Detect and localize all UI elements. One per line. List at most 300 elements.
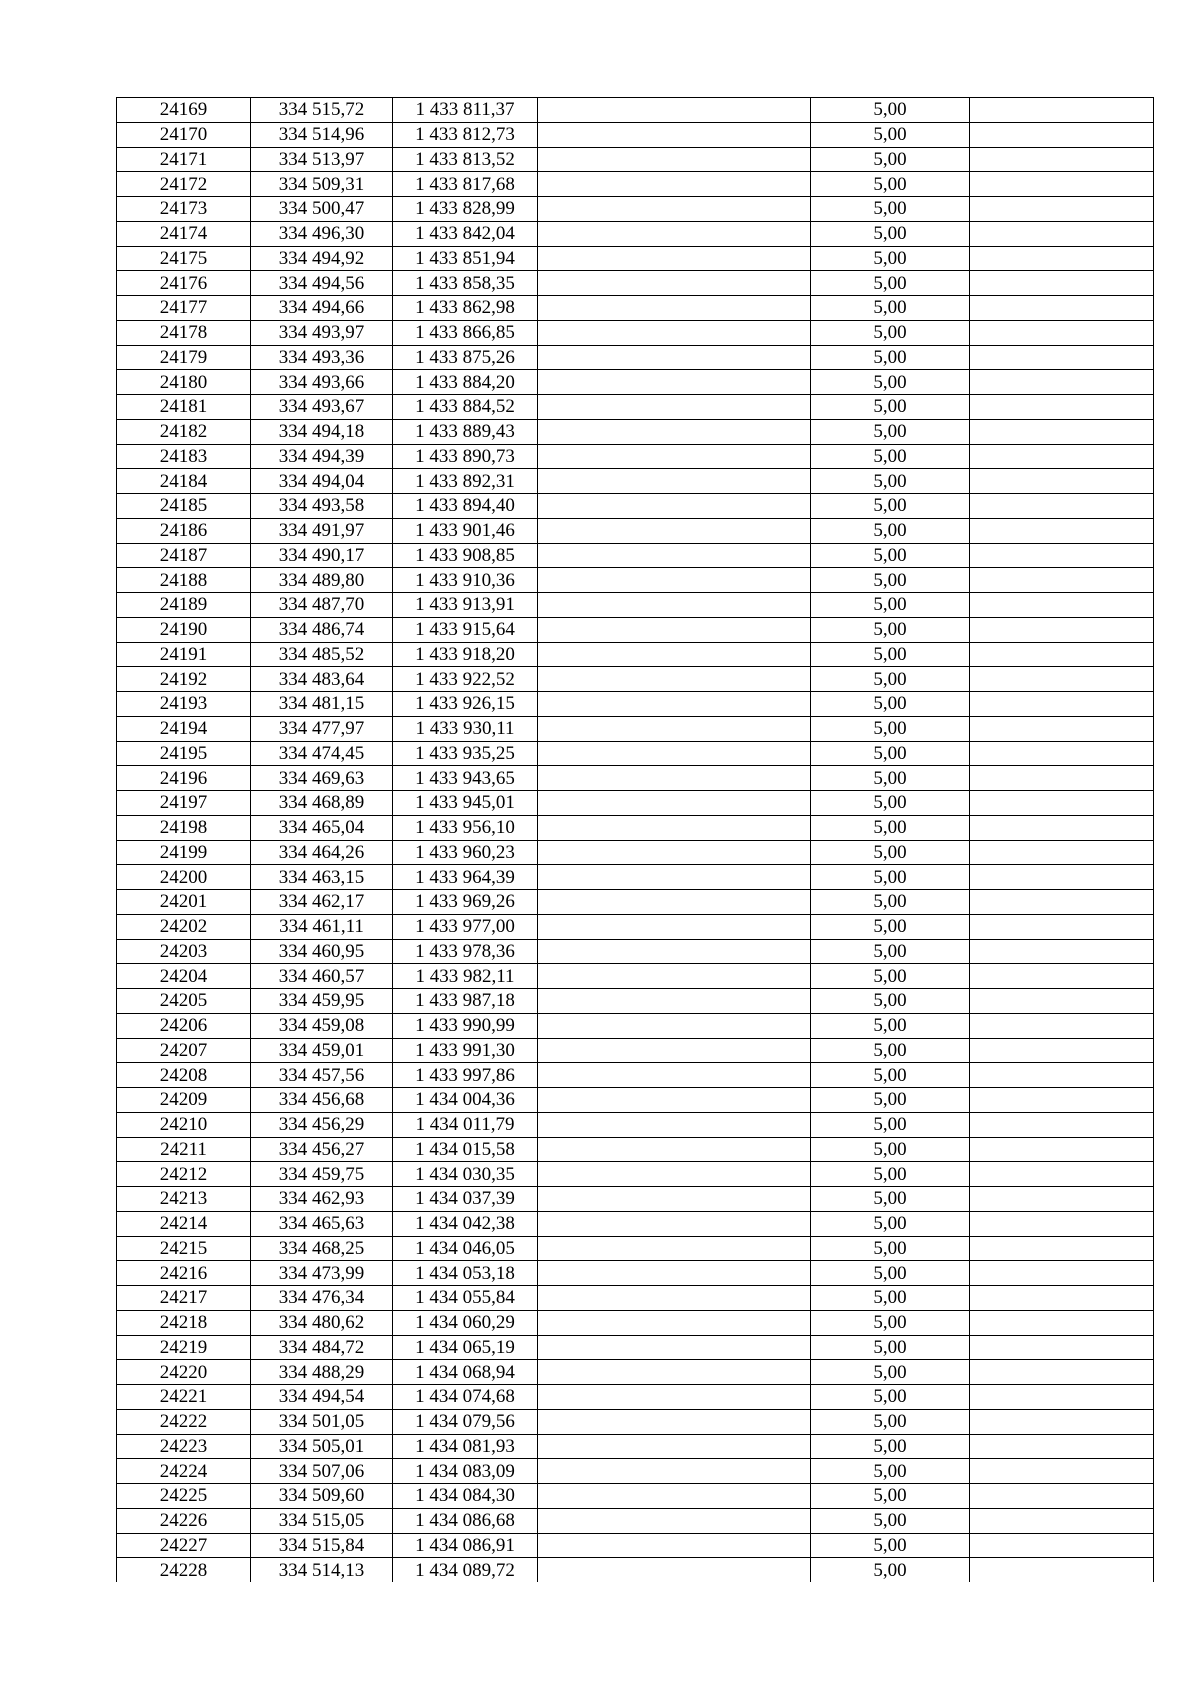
y-coordinate-cell: 1 433 890,73 bbox=[393, 444, 538, 469]
point-number-cell: 24172 bbox=[117, 172, 251, 197]
table-row bbox=[117, 741, 1154, 766]
point-number-cell: 24214 bbox=[117, 1211, 251, 1236]
x-coordinate-cell: 334 514,96 bbox=[251, 122, 393, 147]
table-row bbox=[117, 1409, 1154, 1434]
x-coordinate-cell: 334 457,56 bbox=[251, 1063, 393, 1088]
y-coordinate-cell: 1 434 053,18 bbox=[393, 1261, 538, 1286]
empty-cell bbox=[538, 642, 811, 667]
empty-cell bbox=[970, 939, 1154, 964]
empty-cell bbox=[538, 1335, 811, 1360]
value-cell: 5,00 bbox=[811, 1112, 970, 1137]
point-number-cell: 24228 bbox=[117, 1558, 251, 1582]
value-cell: 5,00 bbox=[811, 1038, 970, 1063]
empty-cell bbox=[538, 1310, 811, 1335]
point-number-cell: 24183 bbox=[117, 444, 251, 469]
point-number-cell: 24191 bbox=[117, 642, 251, 667]
x-coordinate-cell: 334 462,17 bbox=[251, 890, 393, 915]
empty-cell bbox=[538, 172, 811, 197]
point-number-cell: 24186 bbox=[117, 518, 251, 543]
point-number-cell: 24170 bbox=[117, 122, 251, 147]
empty-cell bbox=[970, 419, 1154, 444]
table-row bbox=[117, 1310, 1154, 1335]
empty-cell bbox=[970, 1013, 1154, 1038]
value-cell: 5,00 bbox=[811, 1558, 970, 1582]
empty-cell bbox=[970, 1112, 1154, 1137]
empty-cell bbox=[538, 469, 811, 494]
empty-cell bbox=[970, 296, 1154, 321]
value-cell: 5,00 bbox=[811, 419, 970, 444]
empty-cell bbox=[538, 246, 811, 271]
empty-cell bbox=[538, 964, 811, 989]
y-coordinate-cell: 1 433 812,73 bbox=[393, 122, 538, 147]
y-coordinate-cell: 1 434 089,72 bbox=[393, 1558, 538, 1582]
empty-cell bbox=[970, 1409, 1154, 1434]
empty-cell bbox=[538, 989, 811, 1014]
value-cell: 5,00 bbox=[811, 741, 970, 766]
x-coordinate-cell: 334 493,67 bbox=[251, 395, 393, 420]
point-number-cell: 24203 bbox=[117, 939, 251, 964]
empty-cell bbox=[970, 1261, 1154, 1286]
y-coordinate-cell: 1 433 828,99 bbox=[393, 197, 538, 222]
y-coordinate-cell: 1 433 862,98 bbox=[393, 296, 538, 321]
value-cell: 5,00 bbox=[811, 221, 970, 246]
value-cell: 5,00 bbox=[811, 1434, 970, 1459]
empty-cell bbox=[970, 1187, 1154, 1212]
empty-cell bbox=[538, 815, 811, 840]
empty-cell bbox=[970, 370, 1154, 395]
point-number-cell: 24194 bbox=[117, 716, 251, 741]
empty-cell bbox=[538, 221, 811, 246]
table-row bbox=[117, 667, 1154, 692]
point-number-cell: 24201 bbox=[117, 890, 251, 915]
y-coordinate-cell: 1 434 042,38 bbox=[393, 1211, 538, 1236]
y-coordinate-cell: 1 433 956,10 bbox=[393, 815, 538, 840]
empty-cell bbox=[538, 1162, 811, 1187]
table-row bbox=[117, 989, 1154, 1014]
y-coordinate-cell: 1 433 811,37 bbox=[393, 98, 538, 123]
table-row bbox=[117, 593, 1154, 618]
empty-cell bbox=[538, 617, 811, 642]
empty-cell bbox=[970, 1533, 1154, 1558]
empty-cell bbox=[538, 865, 811, 890]
point-number-cell: 24220 bbox=[117, 1360, 251, 1385]
empty-cell bbox=[970, 716, 1154, 741]
empty-cell bbox=[970, 1459, 1154, 1484]
empty-cell bbox=[970, 766, 1154, 791]
empty-cell bbox=[970, 246, 1154, 271]
empty-cell bbox=[970, 840, 1154, 865]
y-coordinate-cell: 1 433 858,35 bbox=[393, 271, 538, 296]
y-coordinate-cell: 1 433 945,01 bbox=[393, 791, 538, 816]
empty-cell bbox=[538, 345, 811, 370]
x-coordinate-cell: 334 494,66 bbox=[251, 296, 393, 321]
empty-cell bbox=[538, 692, 811, 717]
empty-cell bbox=[970, 1558, 1154, 1582]
empty-cell bbox=[538, 122, 811, 147]
value-cell: 5,00 bbox=[811, 989, 970, 1014]
y-coordinate-cell: 1 434 060,29 bbox=[393, 1310, 538, 1335]
point-number-cell: 24226 bbox=[117, 1508, 251, 1533]
value-cell: 5,00 bbox=[811, 172, 970, 197]
value-cell: 5,00 bbox=[811, 296, 970, 321]
table-row bbox=[117, 246, 1154, 271]
y-coordinate-cell: 1 433 930,11 bbox=[393, 716, 538, 741]
value-cell: 5,00 bbox=[811, 1409, 970, 1434]
empty-cell bbox=[970, 469, 1154, 494]
point-number-cell: 24224 bbox=[117, 1459, 251, 1484]
empty-cell bbox=[538, 1112, 811, 1137]
x-coordinate-cell: 334 465,04 bbox=[251, 815, 393, 840]
y-coordinate-cell: 1 433 842,04 bbox=[393, 221, 538, 246]
x-coordinate-cell: 334 480,62 bbox=[251, 1310, 393, 1335]
table-row bbox=[117, 1088, 1154, 1113]
x-coordinate-cell: 334 456,29 bbox=[251, 1112, 393, 1137]
x-coordinate-cell: 334 459,95 bbox=[251, 989, 393, 1014]
point-number-cell: 24225 bbox=[117, 1484, 251, 1509]
empty-cell bbox=[970, 964, 1154, 989]
x-coordinate-cell: 334 493,58 bbox=[251, 494, 393, 519]
empty-cell bbox=[538, 320, 811, 345]
table-row bbox=[117, 939, 1154, 964]
y-coordinate-cell: 1 433 892,31 bbox=[393, 469, 538, 494]
y-coordinate-cell: 1 433 889,43 bbox=[393, 419, 538, 444]
table-row bbox=[117, 1063, 1154, 1088]
empty-cell bbox=[970, 890, 1154, 915]
point-number-cell: 24206 bbox=[117, 1013, 251, 1038]
x-coordinate-cell: 334 483,64 bbox=[251, 667, 393, 692]
empty-cell bbox=[970, 98, 1154, 123]
y-coordinate-cell: 1 434 083,09 bbox=[393, 1459, 538, 1484]
empty-cell bbox=[538, 1038, 811, 1063]
table-row bbox=[117, 271, 1154, 296]
value-cell: 5,00 bbox=[811, 1236, 970, 1261]
point-number-cell: 24184 bbox=[117, 469, 251, 494]
point-number-cell: 24200 bbox=[117, 865, 251, 890]
empty-cell bbox=[538, 197, 811, 222]
empty-cell bbox=[970, 1063, 1154, 1088]
point-number-cell: 24176 bbox=[117, 271, 251, 296]
empty-cell bbox=[970, 815, 1154, 840]
point-number-cell: 24187 bbox=[117, 543, 251, 568]
x-coordinate-cell: 334 513,97 bbox=[251, 147, 393, 172]
value-cell: 5,00 bbox=[811, 964, 970, 989]
empty-cell bbox=[970, 271, 1154, 296]
point-number-cell: 24212 bbox=[117, 1162, 251, 1187]
empty-cell bbox=[970, 1508, 1154, 1533]
value-cell: 5,00 bbox=[811, 98, 970, 123]
point-number-cell: 24178 bbox=[117, 320, 251, 345]
x-coordinate-cell: 334 456,27 bbox=[251, 1137, 393, 1162]
point-number-cell: 24190 bbox=[117, 617, 251, 642]
empty-cell bbox=[538, 1533, 811, 1558]
value-cell: 5,00 bbox=[811, 444, 970, 469]
empty-cell bbox=[538, 543, 811, 568]
value-cell: 5,00 bbox=[811, 1187, 970, 1212]
empty-cell bbox=[970, 914, 1154, 939]
point-number-cell: 24180 bbox=[117, 370, 251, 395]
value-cell: 5,00 bbox=[811, 692, 970, 717]
value-cell: 5,00 bbox=[811, 1360, 970, 1385]
empty-cell bbox=[970, 568, 1154, 593]
y-coordinate-cell: 1 434 055,84 bbox=[393, 1286, 538, 1311]
empty-cell bbox=[538, 1088, 811, 1113]
table-row bbox=[117, 1459, 1154, 1484]
table-row bbox=[117, 692, 1154, 717]
point-number-cell: 24205 bbox=[117, 989, 251, 1014]
x-coordinate-cell: 334 491,97 bbox=[251, 518, 393, 543]
y-coordinate-cell: 1 433 884,20 bbox=[393, 370, 538, 395]
point-number-cell: 24188 bbox=[117, 568, 251, 593]
empty-cell bbox=[538, 593, 811, 618]
y-coordinate-cell: 1 433 982,11 bbox=[393, 964, 538, 989]
table-row bbox=[117, 617, 1154, 642]
point-number-cell: 24209 bbox=[117, 1088, 251, 1113]
table-row bbox=[117, 865, 1154, 890]
y-coordinate-cell: 1 433 997,86 bbox=[393, 1063, 538, 1088]
empty-cell bbox=[970, 791, 1154, 816]
table-row bbox=[117, 815, 1154, 840]
x-coordinate-cell: 334 514,13 bbox=[251, 1558, 393, 1582]
empty-cell bbox=[538, 1434, 811, 1459]
x-coordinate-cell: 334 515,72 bbox=[251, 98, 393, 123]
x-coordinate-cell: 334 459,75 bbox=[251, 1162, 393, 1187]
value-cell: 5,00 bbox=[811, 1211, 970, 1236]
empty-cell bbox=[970, 741, 1154, 766]
point-number-cell: 24173 bbox=[117, 197, 251, 222]
value-cell: 5,00 bbox=[811, 914, 970, 939]
y-coordinate-cell: 1 434 068,94 bbox=[393, 1360, 538, 1385]
point-number-cell: 24218 bbox=[117, 1310, 251, 1335]
table-row bbox=[117, 1558, 1154, 1582]
empty-cell bbox=[970, 1211, 1154, 1236]
table-row bbox=[117, 1162, 1154, 1187]
y-coordinate-cell: 1 434 086,91 bbox=[393, 1533, 538, 1558]
value-cell: 5,00 bbox=[811, 642, 970, 667]
value-cell: 5,00 bbox=[811, 1286, 970, 1311]
empty-cell bbox=[538, 1063, 811, 1088]
empty-cell bbox=[538, 1286, 811, 1311]
empty-cell bbox=[538, 741, 811, 766]
y-coordinate-cell: 1 433 866,85 bbox=[393, 320, 538, 345]
value-cell: 5,00 bbox=[811, 840, 970, 865]
y-coordinate-cell: 1 433 926,15 bbox=[393, 692, 538, 717]
empty-cell bbox=[970, 543, 1154, 568]
table-row bbox=[117, 890, 1154, 915]
empty-cell bbox=[538, 395, 811, 420]
empty-cell bbox=[538, 1137, 811, 1162]
point-number-cell: 24192 bbox=[117, 667, 251, 692]
coordinates-table-body bbox=[117, 98, 1154, 1583]
x-coordinate-cell: 334 456,68 bbox=[251, 1088, 393, 1113]
value-cell: 5,00 bbox=[811, 791, 970, 816]
table-row bbox=[117, 1038, 1154, 1063]
value-cell: 5,00 bbox=[811, 667, 970, 692]
x-coordinate-cell: 334 493,66 bbox=[251, 370, 393, 395]
empty-cell bbox=[538, 1360, 811, 1385]
y-coordinate-cell: 1 434 065,19 bbox=[393, 1335, 538, 1360]
value-cell: 5,00 bbox=[811, 395, 970, 420]
empty-cell bbox=[970, 1038, 1154, 1063]
x-coordinate-cell: 334 515,05 bbox=[251, 1508, 393, 1533]
x-coordinate-cell: 334 501,05 bbox=[251, 1409, 393, 1434]
empty-cell bbox=[970, 865, 1154, 890]
table-row bbox=[117, 1137, 1154, 1162]
x-coordinate-cell: 334 460,57 bbox=[251, 964, 393, 989]
value-cell: 5,00 bbox=[811, 271, 970, 296]
x-coordinate-cell: 334 462,93 bbox=[251, 1187, 393, 1212]
x-coordinate-cell: 334 509,60 bbox=[251, 1484, 393, 1509]
x-coordinate-cell: 334 507,06 bbox=[251, 1459, 393, 1484]
point-number-cell: 24199 bbox=[117, 840, 251, 865]
y-coordinate-cell: 1 433 908,85 bbox=[393, 543, 538, 568]
x-coordinate-cell: 334 481,15 bbox=[251, 692, 393, 717]
point-number-cell: 24177 bbox=[117, 296, 251, 321]
empty-cell bbox=[538, 568, 811, 593]
x-coordinate-cell: 334 476,34 bbox=[251, 1286, 393, 1311]
y-coordinate-cell: 1 433 851,94 bbox=[393, 246, 538, 271]
y-coordinate-cell: 1 434 015,58 bbox=[393, 1137, 538, 1162]
value-cell: 5,00 bbox=[811, 197, 970, 222]
point-number-cell: 24215 bbox=[117, 1236, 251, 1261]
empty-cell bbox=[970, 1162, 1154, 1187]
x-coordinate-cell: 334 473,99 bbox=[251, 1261, 393, 1286]
point-number-cell: 24189 bbox=[117, 593, 251, 618]
value-cell: 5,00 bbox=[811, 1310, 970, 1335]
y-coordinate-cell: 1 433 935,25 bbox=[393, 741, 538, 766]
table-row bbox=[117, 1434, 1154, 1459]
empty-cell bbox=[970, 1484, 1154, 1509]
coordinates-table bbox=[116, 97, 1154, 1582]
x-coordinate-cell: 334 493,97 bbox=[251, 320, 393, 345]
table-row bbox=[117, 1112, 1154, 1137]
y-coordinate-cell: 1 433 969,26 bbox=[393, 890, 538, 915]
table-row bbox=[117, 1013, 1154, 1038]
table-row bbox=[117, 1508, 1154, 1533]
y-coordinate-cell: 1 433 913,91 bbox=[393, 593, 538, 618]
value-cell: 5,00 bbox=[811, 716, 970, 741]
value-cell: 5,00 bbox=[811, 246, 970, 271]
x-coordinate-cell: 334 460,95 bbox=[251, 939, 393, 964]
empty-cell bbox=[538, 419, 811, 444]
point-number-cell: 24169 bbox=[117, 98, 251, 123]
value-cell: 5,00 bbox=[811, 345, 970, 370]
y-coordinate-cell: 1 433 960,23 bbox=[393, 840, 538, 865]
y-coordinate-cell: 1 433 922,52 bbox=[393, 667, 538, 692]
value-cell: 5,00 bbox=[811, 370, 970, 395]
table-row bbox=[117, 1236, 1154, 1261]
value-cell: 5,00 bbox=[811, 1533, 970, 1558]
point-number-cell: 24210 bbox=[117, 1112, 251, 1137]
value-cell: 5,00 bbox=[811, 1385, 970, 1410]
point-number-cell: 24202 bbox=[117, 914, 251, 939]
table-row bbox=[117, 914, 1154, 939]
value-cell: 5,00 bbox=[811, 147, 970, 172]
value-cell: 5,00 bbox=[811, 568, 970, 593]
point-number-cell: 24171 bbox=[117, 147, 251, 172]
empty-cell bbox=[970, 221, 1154, 246]
y-coordinate-cell: 1 434 004,36 bbox=[393, 1088, 538, 1113]
empty-cell bbox=[538, 890, 811, 915]
y-coordinate-cell: 1 433 987,18 bbox=[393, 989, 538, 1014]
table-row bbox=[117, 1211, 1154, 1236]
point-number-cell: 24217 bbox=[117, 1286, 251, 1311]
empty-cell bbox=[538, 444, 811, 469]
value-cell: 5,00 bbox=[811, 1137, 970, 1162]
table-row bbox=[117, 964, 1154, 989]
y-coordinate-cell: 1 433 817,68 bbox=[393, 172, 538, 197]
point-number-cell: 24216 bbox=[117, 1261, 251, 1286]
empty-cell bbox=[538, 271, 811, 296]
table-row bbox=[117, 296, 1154, 321]
empty-cell bbox=[970, 147, 1154, 172]
table-row bbox=[117, 469, 1154, 494]
value-cell: 5,00 bbox=[811, 494, 970, 519]
x-coordinate-cell: 334 487,70 bbox=[251, 593, 393, 618]
point-number-cell: 24197 bbox=[117, 791, 251, 816]
point-number-cell: 24174 bbox=[117, 221, 251, 246]
empty-cell bbox=[538, 1409, 811, 1434]
table-row bbox=[117, 716, 1154, 741]
empty-cell bbox=[538, 1211, 811, 1236]
empty-cell bbox=[538, 518, 811, 543]
x-coordinate-cell: 334 490,17 bbox=[251, 543, 393, 568]
x-coordinate-cell: 334 505,01 bbox=[251, 1434, 393, 1459]
point-number-cell: 24208 bbox=[117, 1063, 251, 1088]
point-number-cell: 24211 bbox=[117, 1137, 251, 1162]
value-cell: 5,00 bbox=[811, 1162, 970, 1187]
x-coordinate-cell: 334 494,04 bbox=[251, 469, 393, 494]
point-number-cell: 24219 bbox=[117, 1335, 251, 1360]
table-row bbox=[117, 98, 1154, 123]
table-row bbox=[117, 766, 1154, 791]
empty-cell bbox=[538, 1013, 811, 1038]
empty-cell bbox=[538, 1187, 811, 1212]
table-row bbox=[117, 1360, 1154, 1385]
table-row bbox=[117, 568, 1154, 593]
y-coordinate-cell: 1 433 977,00 bbox=[393, 914, 538, 939]
table-row bbox=[117, 370, 1154, 395]
y-coordinate-cell: 1 433 884,52 bbox=[393, 395, 538, 420]
x-coordinate-cell: 334 494,54 bbox=[251, 1385, 393, 1410]
table-row bbox=[117, 221, 1154, 246]
empty-cell bbox=[970, 518, 1154, 543]
table-row bbox=[117, 1261, 1154, 1286]
empty-cell bbox=[970, 1310, 1154, 1335]
empty-cell bbox=[970, 1360, 1154, 1385]
value-cell: 5,00 bbox=[811, 1484, 970, 1509]
empty-cell bbox=[538, 716, 811, 741]
table-row bbox=[117, 172, 1154, 197]
table-row bbox=[117, 1187, 1154, 1212]
x-coordinate-cell: 334 494,92 bbox=[251, 246, 393, 271]
value-cell: 5,00 bbox=[811, 1335, 970, 1360]
point-number-cell: 24179 bbox=[117, 345, 251, 370]
value-cell: 5,00 bbox=[811, 469, 970, 494]
y-coordinate-cell: 1 433 915,64 bbox=[393, 617, 538, 642]
y-coordinate-cell: 1 434 074,68 bbox=[393, 1385, 538, 1410]
point-number-cell: 24213 bbox=[117, 1187, 251, 1212]
point-number-cell: 24193 bbox=[117, 692, 251, 717]
empty-cell bbox=[970, 172, 1154, 197]
table-row bbox=[117, 147, 1154, 172]
empty-cell bbox=[538, 914, 811, 939]
point-number-cell: 24195 bbox=[117, 741, 251, 766]
x-coordinate-cell: 334 488,29 bbox=[251, 1360, 393, 1385]
y-coordinate-cell: 1 434 030,35 bbox=[393, 1162, 538, 1187]
point-number-cell: 24207 bbox=[117, 1038, 251, 1063]
empty-cell bbox=[970, 642, 1154, 667]
y-coordinate-cell: 1 433 991,30 bbox=[393, 1038, 538, 1063]
